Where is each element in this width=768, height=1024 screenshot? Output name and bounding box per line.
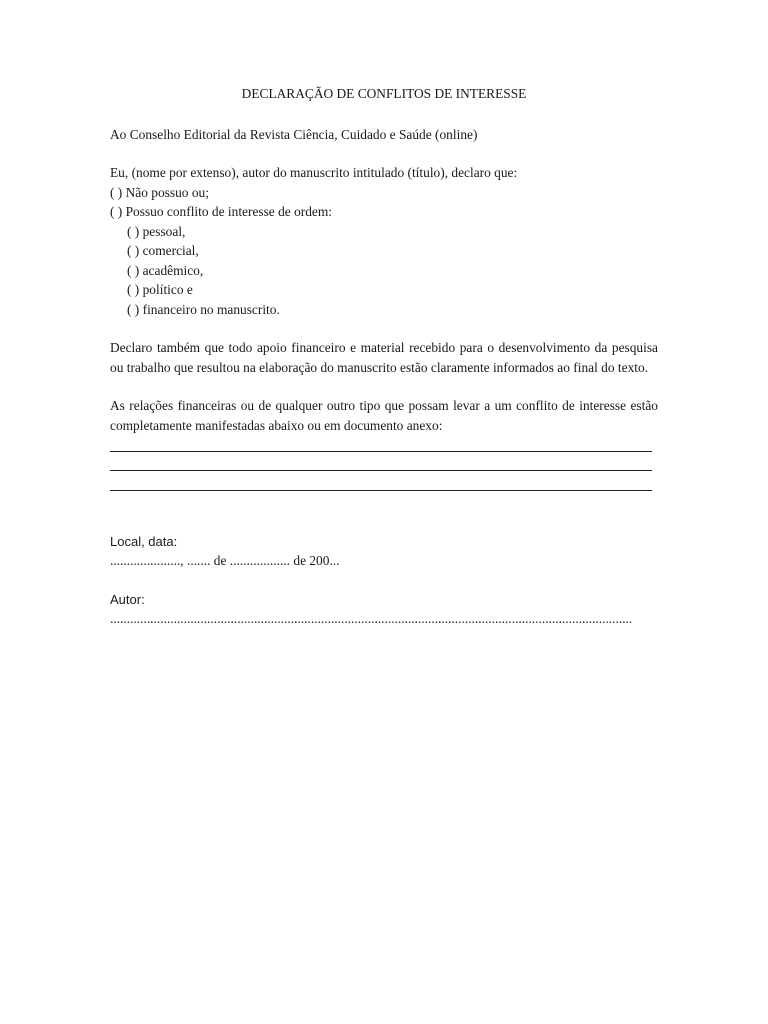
- addressee-line: Ao Conselho Editorial da Revista Ciência, Cuidado e Saúde (online): [110, 126, 478, 142]
- author-block: [110, 590, 658, 629]
- document-title: DECLARAÇÃO DE CONFLITOS DE INTERESSE: [241, 86, 527, 101]
- support-paragraph: Declaro também que todo apoio financeiro e material recebido para o desenvolvimento da pesquisa ou trabalho que resultou na elaboração do manuscrito estão claramente informados ao final do texto.: [110, 340, 658, 375]
- relations-paragraph: As relações financeiras ou de qualquer outro tipo que possam levar a um conflito de interesse estão completamente manifestadas abaixo ou em documento anexo:: [110, 398, 658, 433]
- conflict-type-item: ( ) financeiro no manuscrito.: [127, 301, 280, 317]
- option-has-conflict: ( ) Possuo conflito de interesse de ordem:: [110, 204, 333, 219]
- conflict-type-list: [110, 222, 658, 320]
- intro-line: Eu, (nome por extenso), autor do manuscrito intitulado (título), declaro que:: [110, 165, 518, 180]
- conflict-type-item: ( ) acadêmico,: [127, 262, 204, 278]
- author-signature-line: ............................................................................................................................................................: [110, 611, 633, 626]
- option-no-conflict: ( ) Não possuo ou;: [110, 184, 209, 200]
- conflict-type-item: ( ) pessoal,: [127, 223, 186, 239]
- conflict-type-item: ( ) político e: [127, 282, 193, 297]
- blank-line: [110, 455, 652, 475]
- local-date-label: Local, data:: [110, 533, 178, 549]
- blank-line: [110, 435, 652, 455]
- declaration-document: [110, 84, 658, 629]
- conflict-type-item: ( ) comercial,: [127, 243, 199, 258]
- blank-lines: [110, 435, 658, 494]
- date-fill-line: ....................., ....... de .................. de 200...: [110, 553, 340, 568]
- blank-line: [110, 474, 652, 494]
- author-label: Autor:: [110, 591, 145, 607]
- place-date-block: [110, 532, 658, 571]
